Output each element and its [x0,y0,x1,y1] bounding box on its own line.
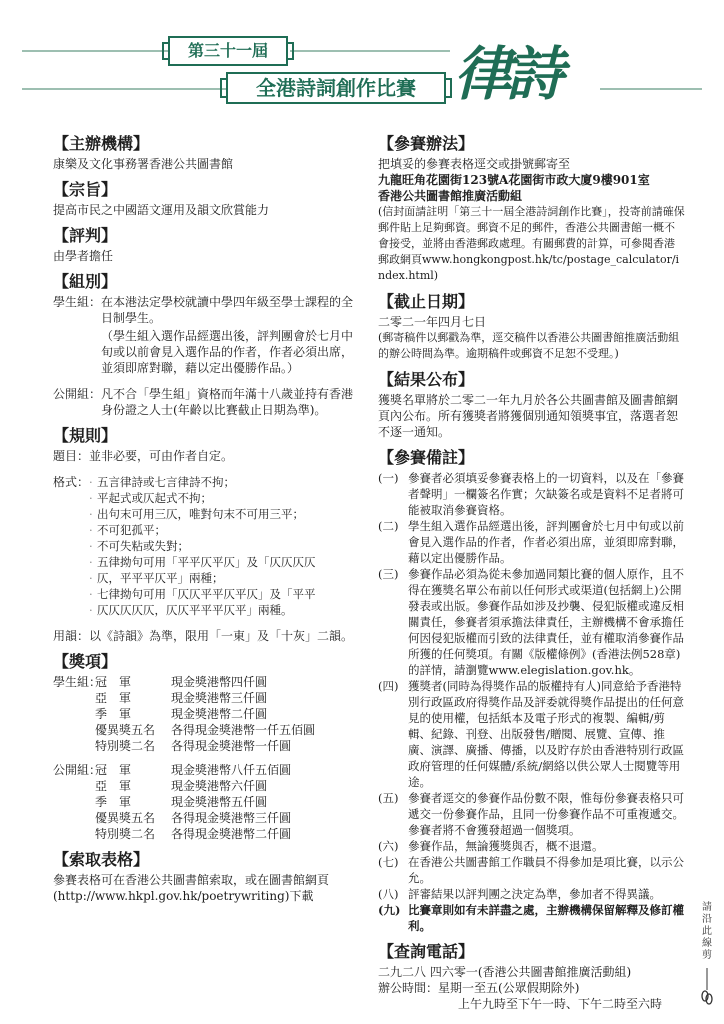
note-text: 參賽作品，無論獲獎與否，概不退還。 [408,839,604,853]
rules-format-label: 格式： [53,475,90,489]
results-text: 獲獎名單將於二零二一年九月於各公共圖書館及圖書館網頁內公布。所有獲獎者將獲個別通知領獎事宜，落選者恕不逐一通知。 [378,393,679,439]
aim-heading: 【宗旨】 [53,180,118,199]
student-group-desc: 在本港法定學校就讀中學四年級至學士課程的全日制學生。 [101,295,354,325]
note-text: 參賽者必須填妥參賽表格上的一切資料，以及在「參賽者聲明」一欄簽名作實；欠缺簽名或是資料不足者將可能被取消參賽資格。 [408,471,684,517]
left-column [53,133,361,911]
groups-heading: 【組別】 [53,272,118,291]
student-group-note: （學生組入選作品經選出後，評判團會於七月中旬或以前會見入選作品的作者，作者必須出席，並須即席對聯，藉以定出優勝作品。） [101,329,354,375]
edition-banner: 第三十一屆 [168,36,288,66]
prize-amount: 現金獎港幣六仟圓 [171,779,268,793]
student-group-row [53,294,361,376]
prizes-heading: 【獎項】 [53,652,118,671]
header-rule-left [22,50,170,52]
rules-rhyme-row [53,628,361,644]
method-address2: 香港公共圖書館推廣活動組 [378,189,523,203]
format-item: · 五言律詩或七言律詩不拘； [89,474,361,490]
deadline-note: (郵寄稿件以郵戳為準，逕交稿件以香港公共圖書館推廣活動組的辦公時間為準。逾期稿件或郵資不足恕不受理。) [378,331,680,360]
office-hours-text [438,980,685,1012]
prize-rank: 特別獎二名 [95,827,156,841]
rules-title-label: 題目： [53,449,90,463]
open-group-row [53,386,361,418]
open-group-label: 公開組： [53,387,102,401]
prize-rank: 季 軍 [95,795,132,809]
calligraphy-title: 律詩 [454,40,559,108]
office-hours-label: 辦公時間： [378,981,439,995]
note-key: (五) [378,791,399,805]
aim-section [53,179,361,218]
prize-amount: 現金獎港幣八仟五佰圓 [171,763,292,777]
student-prizes-label: 學生組： [53,675,102,689]
note-item [378,518,685,566]
prize-rank: 特別獎二名 [95,739,156,753]
organizer-text: 康樂及文化事務署香港公共圖書館 [53,157,234,171]
format-item: · 平起式或仄起式不拘； [89,490,361,506]
header-rule-right [600,88,702,90]
rules-title-text: 並非必要，可由作者自定。 [89,449,234,463]
format-item: · 不可犯孤平； [89,522,361,538]
note-key: (七) [378,855,399,869]
enquiry-heading: 【查詢電話】 [378,942,475,961]
prizes-section [53,651,361,842]
note-item [378,470,685,518]
method-heading: 【參賽辦法】 [378,134,475,153]
cut-line-label: 請沿此線剪 [702,902,712,961]
method-address1: 九龍旺角花園街123號A花園街市政大廈9樓901室 [378,173,650,187]
format-item: · 七律拗句可用「仄仄平平仄平仄」及「平平 [89,586,361,602]
note-item [378,790,685,838]
rules-format-row [53,474,361,618]
note-key: (二) [378,519,399,533]
note-item [378,902,685,934]
judging-text: 由學者擔任 [53,249,114,263]
note-item [378,854,685,886]
rules-heading: 【規則】 [53,426,118,445]
rules-title-row [53,448,361,464]
student-group-label: 學生組： [53,295,102,309]
note-key: (八) [378,887,399,901]
student-group-text [101,294,361,376]
note-key: (九) [378,903,401,917]
enquiry-phone: 二九二八 四六零一(香港公共圖書館推廣活動組) [378,965,632,979]
format-item: · 仄仄仄仄仄，仄仄平平平仄平」兩種。 [89,602,361,618]
note-text: 比賽章則如有未詳盡之處，主辦機構保留解釋及修訂權利。 [408,903,684,933]
prize-amount: 各得現金獎港幣二仟圓 [171,827,292,841]
office-hours-days: 星期一至五(公眾假期除外) [438,981,580,995]
note-item [378,678,685,790]
note-key: (四) [378,679,399,693]
deadline-section [378,291,685,362]
enquiry-section [378,941,685,1012]
groups-section [53,271,361,418]
prize-rank: 亞 軍 [95,691,132,705]
rules-section [53,425,361,644]
prize-amount: 現金獎港幣三仟圓 [171,691,268,705]
rules-rhyme-text: 以《詩韻》為準，限用「一東」及「十灰」二韻。 [89,629,354,643]
note-text: 獲獎者(同時為得獎作品的版權持有人)同意給予香港特別行政區政府得獎作品及評委就得獎作品提出的任何意見的使用權，包括紙本及電子形式的複製、編輯/剪輯、紀錄、刊登、出版發售/贈閱、展覽、宣傳、推廣、演譯、廣播、傳播，以及貯存於由香港特別行政區政府管理的任何媒體/系統/網絡以供公眾人士閱覽等用途。 [408,679,684,789]
prize-amount: 現金獎港幣五仟圓 [171,795,268,809]
prize-rank: 冠 軍 [95,763,132,777]
organizer-heading: 【主辦機構】 [53,134,150,153]
office-hours-times: 上午九時至下午一時、下午二時至六時 [458,997,663,1011]
prize-rank: 優異獎五名 [95,811,156,825]
note-key: (一) [378,471,399,485]
header-rule-mid [290,50,450,52]
scissors-icon [700,968,714,1006]
rules-rhyme-label: 用韻： [53,629,90,643]
office-hours-row [378,980,685,1012]
results-section [378,369,685,440]
prize-amount: 現金獎港幣四仟圓 [171,675,268,689]
note-text: 學生組入選作品經選出後，評判團會於七月中旬或以前會見入選作品的作者，作者必須出席，並須即席對聯，藉以定出優勝作品。 [408,519,684,565]
prize-rank: 冠 軍 [95,675,132,689]
format-item: · 出句末可用三仄，唯對句末不可用三平； [89,506,361,522]
note-text: 評審結果以評判團之決定為準，參加者不得異議。 [408,887,661,901]
results-heading: 【結果公布】 [378,370,475,389]
note-item [378,886,685,902]
aim-text: 提高市民之中國語文運用及韻文欣賞能力 [53,203,270,217]
prize-rank: 亞 軍 [95,779,132,793]
note-text: 在香港公共圖書館工作職員不得參加是項比賽，以示公允。 [408,855,684,885]
method-line1: 把填妥的參賽表格逕交或掛號郵寄至 [378,157,571,171]
deadline-heading: 【截止日期】 [378,292,475,311]
format-item: · 不可失粘或失對； [89,538,361,554]
prize-rank: 優異獎五名 [95,723,156,737]
notes-heading: 【參賽備註】 [378,448,475,467]
forms-heading: 【索取表格】 [53,850,150,869]
method-note: (信封面請註明「第三十一屆全港詩詞創作比賽」，投寄前請確保郵件貼上足夠郵資。郵資不足的郵件，香港公共圖書館一概不會接受，並將由香港郵政處理。有關郵費的計算，可參閱香港郵政網頁www.hongkongpost.hk/tc/postage_calculator/index.html) [378,205,685,282]
format-item: · 仄，平平平仄平」兩種； [89,570,361,586]
open-prizes [53,762,361,842]
forms-text: 參賽表格可在香港公共圖書館索取，或在圖書館網頁(http://www.hkpl.gov.hk/poetrywriting)下載 [53,873,330,903]
right-column [378,133,685,1019]
organizer-section [53,133,361,172]
judging-heading: 【評判】 [53,226,118,245]
prize-amount: 現金獎港幣二仟圓 [171,707,268,721]
note-key: (六) [378,839,399,853]
judging-section [53,225,361,264]
open-prizes-label: 公開組： [53,763,102,777]
prize-amount: 各得現金獎港幣一仟五佰圓 [171,723,316,737]
title-banner: 全港詩詞創作比賽 [226,72,446,104]
prize-amount: 各得現金獎港幣三仟圓 [171,811,292,825]
note-item [378,566,685,678]
note-key: (三) [378,567,399,581]
header-rule-left-2 [22,88,228,90]
student-prizes [53,674,361,754]
deadline-date: 二零二一年四月七日 [378,315,487,329]
note-text: 參賽者逕交的參賽作品份數不限，惟每份參賽表格只可遞交一份參賽作品，且同一份參賽作品不可重複遞交。參賽者將不會獲發超過一個獎項。 [408,791,684,837]
format-item: · 五律拗句可用「平平仄平仄」及「仄仄仄仄 [89,554,361,570]
prize-amount: 各得現金獎港幣一仟圓 [171,739,292,753]
note-item [378,838,685,854]
method-section [378,133,685,284]
notes-section [378,447,685,934]
rules-format-list [89,474,361,618]
note-text: 參賽作品必須為從未參加過同類比賽的個人原作，且不得在獲獎名單公布前以任何形式或渠道(包括網上)公開發表或出版。參賽作品如涉及抄襲、侵犯版權或違反相關責任，參賽者須承擔法律責任，主辦機構不會承擔任何因侵犯版權而引致的法律責任，並有權取消參賽作品所獲的任何獎項。有關《版權條例》(香港法例528章)的詳情，請瀏覽www.elegislation.gov.hk。 [408,567,684,677]
open-group-text: 凡不合「學生組」資格而年滿十八歲並持有香港身份證之人士(年齡以比賽截止日期為準)。 [101,387,354,417]
prize-rank: 季 軍 [95,707,132,721]
forms-section [53,849,361,904]
